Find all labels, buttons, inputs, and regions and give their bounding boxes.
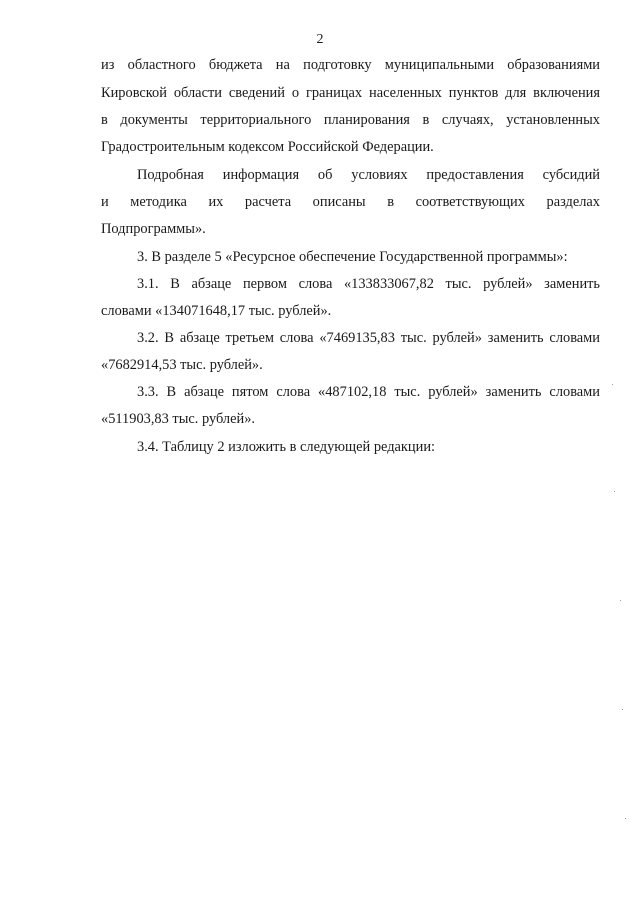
item-3-2-line-2: «7682914,53 тыс. рублей». [101, 357, 263, 373]
item-3-4-line-1: 3.4. Таблицу 2 изложить в следующей редакции: [137, 439, 436, 455]
item-3-1-line-2: словами «134071648,17 тыс. рублей». [101, 303, 332, 319]
paragraph-2-line-3: Подпрограммы». [101, 221, 206, 237]
paragraph-1-line-1: из областного бюджета на подготовку муниципальными образованиями [101, 57, 600, 73]
item-3-3-line-1: 3.3. В абзаце пятом слова «487102,18 тыс. рублей» заменить словами [137, 384, 600, 400]
item-3-2-line-1: 3.2. В абзаце третьем слова «7469135,83 тыс. рублей» заменить словами [137, 330, 600, 346]
scan-speck [614, 491, 615, 492]
item-3-heading: 3. В разделе 5 «Ресурсное обеспечение Государственной программы»: [137, 249, 568, 265]
paragraph-1-line-2: Кировской области сведений о границах населенных пунктов для включения [101, 85, 600, 101]
item-3-3-line-2: «511903,83 тыс. рублей». [101, 411, 255, 427]
paragraph-1-line-3: в документы территориального планирования в случаях, установленных [101, 112, 600, 128]
item-3-1-line-1: 3.1. В абзаце первом слова «133833067,82 тыс. рублей» заменить [137, 276, 600, 292]
scan-speck [622, 709, 623, 710]
scan-speck [620, 600, 621, 601]
scan-speck [625, 818, 626, 819]
paragraph-2-line-1: Подробная информация об условиях предоставления субсидий [137, 167, 600, 183]
paragraph-1-line-4: Градостроительным кодексом Российской Федерации. [101, 139, 434, 155]
paragraph-2-line-2: и методика их расчета описаны в соответствующих разделах [101, 194, 600, 210]
scan-speck [612, 384, 613, 385]
page-number: 2 [316, 32, 324, 47]
